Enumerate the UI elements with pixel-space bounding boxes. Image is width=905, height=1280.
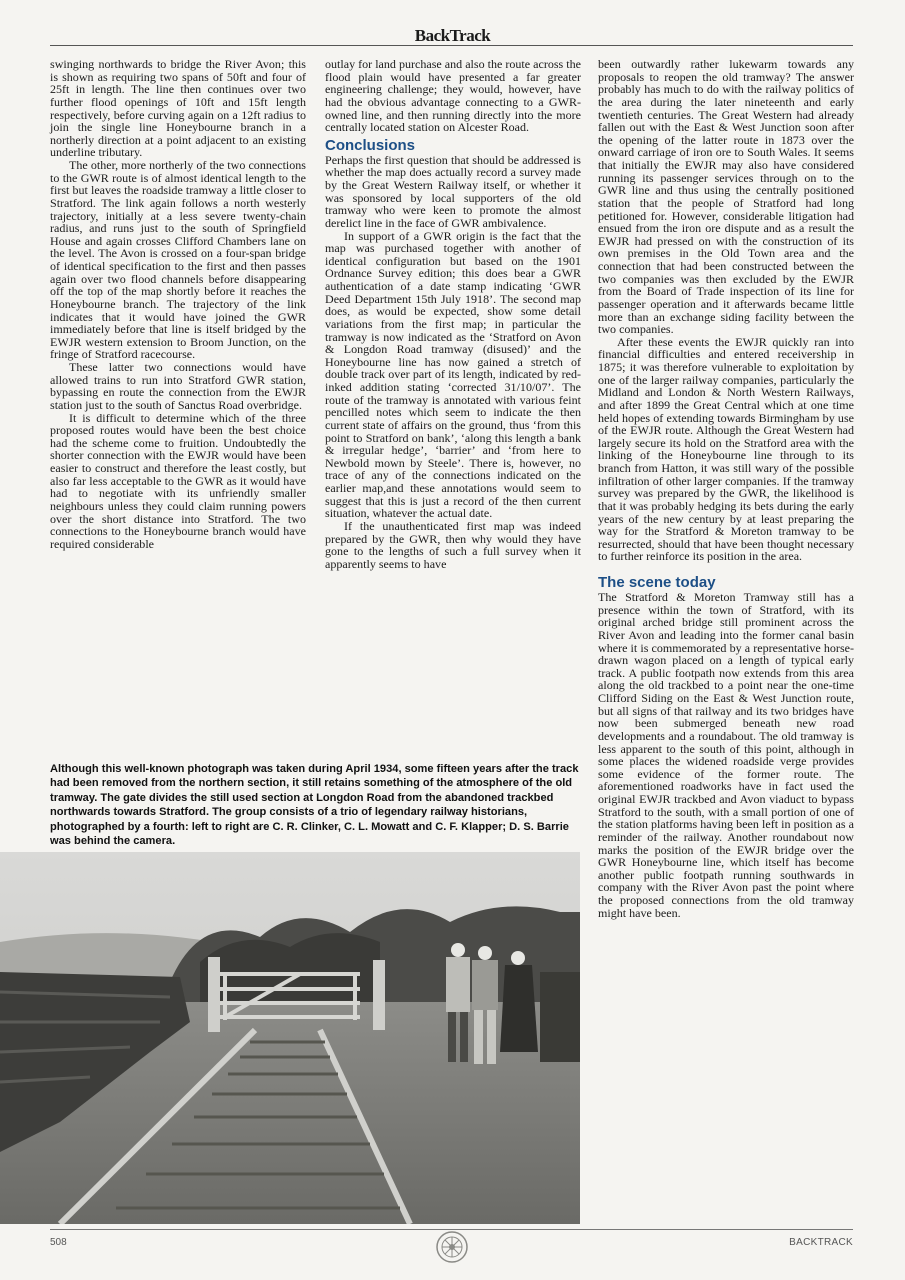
conclusions-heading: Conclusions xyxy=(325,136,416,154)
column-1 xyxy=(50,58,306,550)
photo-caption: Although this well-known photograph was taken during April 1934, some fifteen years after the track had been removed from the northern section, it still retains something of the atmosphere of the old tramway. The gate divides the still used section at Longdon Road from the abandoned trackbed northwards towards Stratford. The group consists of a trio of legendary railway historians, photographed by a fourth: left to right are C. R. Clinker, C. L. Mowatt and C. F. Klapper; D. S. Barrie was behind the camera. xyxy=(50,763,579,848)
col2-paragraph: Perhaps the first question that should be addressed is whether the map does actually record a survey made by the Great Western Railway itself, or whether it was sponsored by local supporters of the old tramway who were keen to promote the almost derelict line in the face of GWR ambivalence. xyxy=(325,152,581,230)
page-number: 508 xyxy=(50,1237,67,1248)
scene-today-heading: The scene today xyxy=(598,574,716,591)
col3-paragraph: After these events the EWJR quickly ran into financial difficulties and entered receivership in 1875; it was therefore vulnerable to exploitation by one of the larger railway companies, particularly the Midland and London & North Western Railways, and after 1899 the Great Central which at one time held hopes of extending towards Birmingham by use of the EWJR route. Although the Great Western had largely secure its hold on the Stratford area with the linking of the Honeybourne line through to its branch from Hatton, it was still wary of the possible infiltration of other larger companies. If the tramway survey was prepared by the GWR, the likelihood is that it was probably hedging its bets during the early years of the new century by at least preparing the way for the Stratford & Moreton tramway to be resurrected, should that have been thought necessary to further reinforce its position in the area. xyxy=(598,334,854,564)
col1-paragraph: The other, more northerly of the two connections to the GWR route is of almost identical length to the first but leaves the roadside tramway a little closer to Stratford. The link again follows a north westerly trajectory, initially at a less severe twenty-chain radius, and runs just to the south of Springfield House and again crosses Clifford Chambers lane on the level. The Avon is crossed on a four-span bridge of identical specification to the first and then passes again over two flood channels before disappearing off the top of the map shortly before it reaches the Honeybourne branch. The trajectory of the link indicates that it would have joined the GWR immediately before that line is itself bridged by the EWJR western extension to Broom Junction, on the fringe of Stratford racecourse. xyxy=(50,158,306,362)
col1-paragraph: It is difficult to determine which of the three proposed routes would have been the best choice had the scheme come to fruition. Undoubtedly the shorter connection with the EWJR would have been easier to construct and therefore the least costly, but also far less acceptable to the GWR as it would have had to negotiate with its unfriendly smaller neighbours unless they could claim running powers over the short distance into Stratford. The two connections to the Honeybourne branch would have required considerable xyxy=(50,410,306,551)
col2-paragraph: In support of a GWR origin is the fact that the map was purchased together with another of identical configuration but based on the 1901 Ordnance Survey edition; this does bear a GWR authentication of a date stamp indicating ‘GWR Deed Department 15th July 1918’. The second map does, as would be expected, show some detail variations from the first map; in particular the tramway is now indicated as the ‘Stratford on Avon & Longdon Road tramway (disused)’ and the Honeybourne line has now gained a stretch of double track over part of its length, indicated by red-inked addition stating ‘corrected 31/10/07’. The route of the tramway is annotated with various feint pencilled notes which seem to indicate the then current state of affairs on the ground, thus ‘from this point to Stratford on bank’, ‘along this length a bank & irregular hedge’, ‘barrier’ and ‘from here to Newbold mown by Steele’. There is, however, no trace of any of the connections indicated on the earlier map,and these annotations would seem to suggest that this is just a record of the then current situation, whatever the actual date. xyxy=(325,228,581,521)
col2-paragraph: If the unauthenticated first map was indeed prepared by the GWR, then why would they have gone to the lengths of such a full survey when it apparently seems to have xyxy=(325,518,581,571)
col3-scene-paragraph: The Stratford & Moreton Tramway still has a presence within the town of Stratford, with its original arched bridge still prominent across the River Avon and leading into the former canal basin where it is commemorated by a representative horse-drawn wagon placed on a length of typical early track. A public footpath now extends from this area along the old trackbed to a point near the one-time Clifford Siding on the East & West Junction route, but all signs of that railway and its two bridges have now been submerged beneath new road developments and a roundabout. The old tramway is less apparent to the south of this point, although in some places the widened roadside verge provides some evidence of the former route. The aforementioned roadworks have in fact used the original EWJR trackbed and Avon viaduct to bypass Stratford to the south, with a small portion of one of the station platforms having been left in position as a reminder of the railway. Another roundabout now marks the position of the EWJR bridge over the GWR Honeybourne line, which itself has become another public footpath running southwards in company with the River Avon past the point where the proposed connections from the old tramway might have been. xyxy=(598,590,854,920)
wheel-emblem-icon xyxy=(435,1230,469,1264)
top-rule xyxy=(50,45,853,46)
col1-paragraph: These latter two connections would have allowed trains to run into Stratford GWR station, bypassing en route the connection from the EWJR station just to the south of Sanctus Road overbridge. xyxy=(50,360,306,412)
col3-paragraph: been outwardly rather lukewarm towards any proposals to reopen the old tramway? The answer probably has much to do with the railway politics of the area during the later nineteenth and early twentieth centuries. The Great Western had already fallen out with the East & West Junction soon after the opening of the latter route in 1873 over the onward carriage of iron ore to South Wales. It seems that initially the EWJR may also have considered running its passenger services through on to the GWR line and thus using the centrally positioned station that the people of Stratford had long petitioned for. However, considerable litigation had ensued from the iron ore dispute and as a result the EWJR had pressed on with the construction of its own premises in the Old Town area and the connection that had been constructed between the two companies was then excluded by the EWJR from the Board of Trade inspection of its line for passenger operation and it afterwards became little more than an exchange siding facility between the two companies. xyxy=(598,57,854,337)
historic-tramway-photo xyxy=(0,852,580,1224)
col2-intro: outlay for land purchase and also the route across the flood plain would have presented a far greater engineering challenge; they would, however, have had the obvious advantage connecting to a GWR-owned line, and then running directly into the more centrally located station on Alcester Road. xyxy=(325,57,581,135)
column-2 xyxy=(325,58,581,570)
footer-magazine-name: BACKTRACK xyxy=(789,1237,853,1248)
masthead-logo: BackTrack xyxy=(414,26,491,45)
col1-paragraph: swinging northwards to bridge the River Avon; this is shown as requiring two spans of 50ft and four of 25ft in length. The line then continues over two further flood openings of 10ft and 15ft length respectively, before curving again on a 12ft radius to join the single line Honeybourne branch in a northerly direction at a point adjacent to an existing underline tributary. xyxy=(50,57,306,160)
column-3 xyxy=(598,58,854,919)
